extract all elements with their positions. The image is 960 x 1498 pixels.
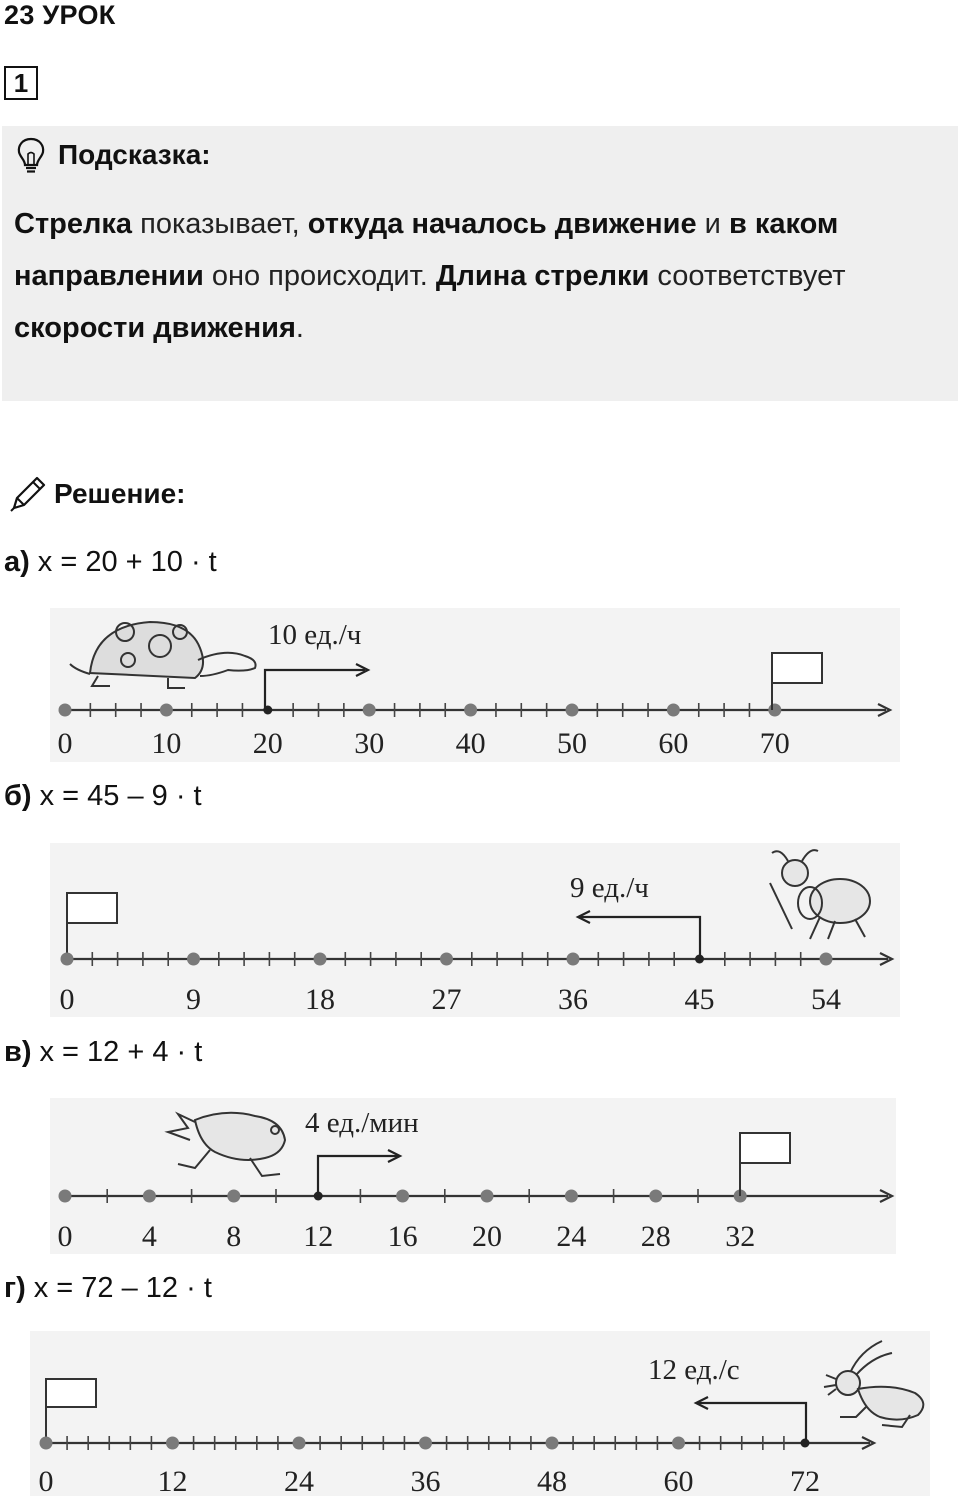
tick-label: 72 (790, 1465, 820, 1496)
tick-label: 60 (663, 1465, 694, 1496)
tick-point (314, 953, 327, 966)
item-label: б) (4, 780, 32, 812)
tick-label: 45 (684, 983, 715, 1016)
number-line-a (50, 608, 900, 762)
speed-label: 12 ед./с (648, 1354, 740, 1386)
tick-label: 36 (410, 1465, 441, 1496)
strip-background (50, 843, 900, 1017)
tick-point (40, 1437, 53, 1450)
tick-point (61, 953, 74, 966)
number-line-c (50, 1098, 896, 1254)
lightbulb-icon (14, 136, 48, 174)
formula: x = 12 + 4 · t (39, 1036, 203, 1068)
tick-point (59, 1190, 72, 1203)
tick-label: 0 (57, 727, 73, 760)
hint-text-2: показывает, (132, 208, 308, 240)
tick-point (464, 704, 477, 717)
tick-point (667, 704, 680, 717)
tick-label: 48 (537, 1465, 567, 1496)
tick-point (396, 1190, 409, 1203)
solution-header (8, 474, 185, 514)
tick-point (820, 953, 833, 966)
tick-label: 0 (59, 983, 75, 1016)
hint-text-6: оно происходит. (203, 260, 436, 292)
tick-label: 27 (431, 983, 462, 1016)
number-line-d (30, 1331, 930, 1496)
tick-label: 32 (725, 1220, 756, 1253)
tick-label: 12 (157, 1465, 188, 1496)
tick-point (160, 704, 173, 717)
formula: x = 45 – 9 · t (39, 780, 202, 812)
tick-point (546, 1437, 559, 1450)
tick-point (768, 704, 781, 717)
equation-d (4, 1272, 212, 1305)
tick-point (419, 1437, 432, 1450)
hint-text-4: и (696, 208, 729, 240)
tick-point (166, 1437, 179, 1450)
task-number: 1 (4, 66, 38, 100)
speed-label: 4 ед./мин (305, 1107, 419, 1139)
tick-point (649, 1190, 662, 1203)
tick-point (481, 1190, 494, 1203)
hint-text-8: соответствует (649, 260, 846, 292)
tick-label: 28 (640, 1220, 671, 1253)
tick-label: 9 (186, 983, 201, 1016)
hint-bold-9: скорости движения (14, 312, 296, 344)
tick-label: 24 (284, 1465, 314, 1496)
number-line-b (50, 843, 900, 1017)
tick-point (566, 704, 579, 717)
tick-point (143, 1190, 156, 1203)
tick-label: 40 (455, 727, 486, 760)
equation-a (4, 546, 217, 579)
tick-label: 10 (151, 727, 182, 760)
tick-label: 20 (472, 1220, 502, 1253)
hint-text-10: . (295, 312, 304, 344)
item-label: в) (4, 1036, 32, 1068)
tick-point (440, 953, 453, 966)
tick-label: 20 (252, 727, 283, 760)
item-label: г) (4, 1272, 26, 1304)
tick-label: 70 (759, 727, 790, 760)
formula: x = 20 + 10 · t (37, 546, 217, 578)
equation-c (4, 1036, 202, 1069)
hint-bold-7: Длина стрелки (435, 260, 650, 292)
speed-label: 9 ед./ч (570, 872, 649, 904)
tick-label: 50 (557, 727, 587, 760)
tick-point (567, 953, 580, 966)
lesson-title: 23 УРОК (4, 0, 116, 30)
hint-bold-3: откуда началось движение (307, 208, 697, 240)
speed-label: 10 ед./ч (268, 619, 362, 651)
tick-label: 60 (658, 727, 689, 760)
tick-point (293, 1437, 306, 1450)
tick-label: 8 (226, 1220, 242, 1253)
hint-bold-5: в каком направлении (14, 208, 839, 292)
hint-bold-1: Стрелка (14, 208, 133, 240)
pencil-icon (8, 474, 48, 514)
hint-title: Подсказка: (58, 139, 211, 170)
tick-label: 0 (38, 1465, 54, 1496)
tick-label: 54 (811, 983, 841, 1016)
tick-point (363, 704, 376, 717)
tick-label: 0 (57, 1220, 73, 1253)
tick-point (187, 953, 200, 966)
tick-point (672, 1437, 685, 1450)
hint-text (14, 198, 914, 354)
tick-label: 16 (387, 1220, 418, 1253)
tick-label: 24 (556, 1220, 587, 1253)
tick-label: 4 (141, 1220, 157, 1253)
tick-point (59, 704, 72, 717)
hint-header (14, 136, 211, 174)
tick-label: 36 (558, 983, 588, 1016)
item-label: а) (4, 546, 30, 578)
tick-label: 12 (303, 1220, 334, 1253)
tick-label: 18 (305, 983, 335, 1016)
tick-point (227, 1190, 240, 1203)
equation-b (4, 780, 202, 813)
tick-point (565, 1190, 578, 1203)
solution-title: Решение: (54, 478, 186, 509)
tick-label: 30 (354, 727, 385, 760)
formula: x = 72 – 12 · t (33, 1272, 212, 1304)
